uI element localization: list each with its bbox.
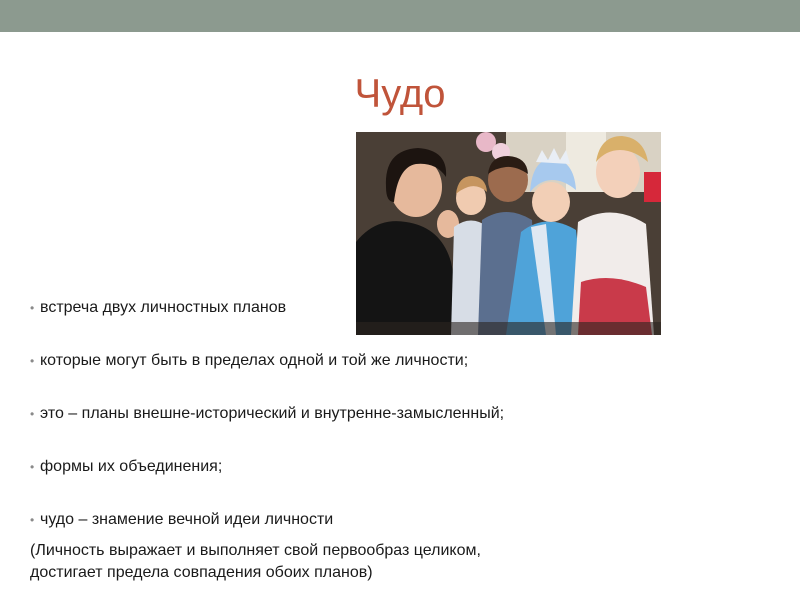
slide-title: Чудо <box>354 72 446 116</box>
bullet-text: встреча двух личностных планов <box>40 299 287 316</box>
bullet-item <box>30 298 770 318</box>
bullet-marker: • <box>30 354 35 368</box>
bullet-text: формы их объединения; <box>40 458 223 475</box>
bullet-text: чудо – знамение вечной идеи личности <box>40 511 334 528</box>
bullet-item <box>30 404 770 424</box>
bullet-text: это – планы внешне-исторический и внутренне-замысленный; <box>40 405 505 422</box>
bullet-marker: • <box>30 407 35 421</box>
bullet-item <box>30 510 770 530</box>
bullet-item <box>30 457 770 477</box>
note-line: достигает предела совпадения обоих планов) <box>30 564 373 581</box>
bullet-marker: • <box>30 460 35 474</box>
bullet-marker: • <box>30 513 35 527</box>
bullet-list <box>30 298 770 563</box>
bullet-item <box>30 351 770 371</box>
note-line: (Личность выражает и выполняет свой первообраз целиком, <box>30 542 481 559</box>
note-paragraph <box>30 540 630 584</box>
bullet-text: которые могут быть в пределах одной и той же личности; <box>40 352 469 369</box>
bullet-marker: • <box>30 301 35 315</box>
top-bar <box>0 0 800 32</box>
